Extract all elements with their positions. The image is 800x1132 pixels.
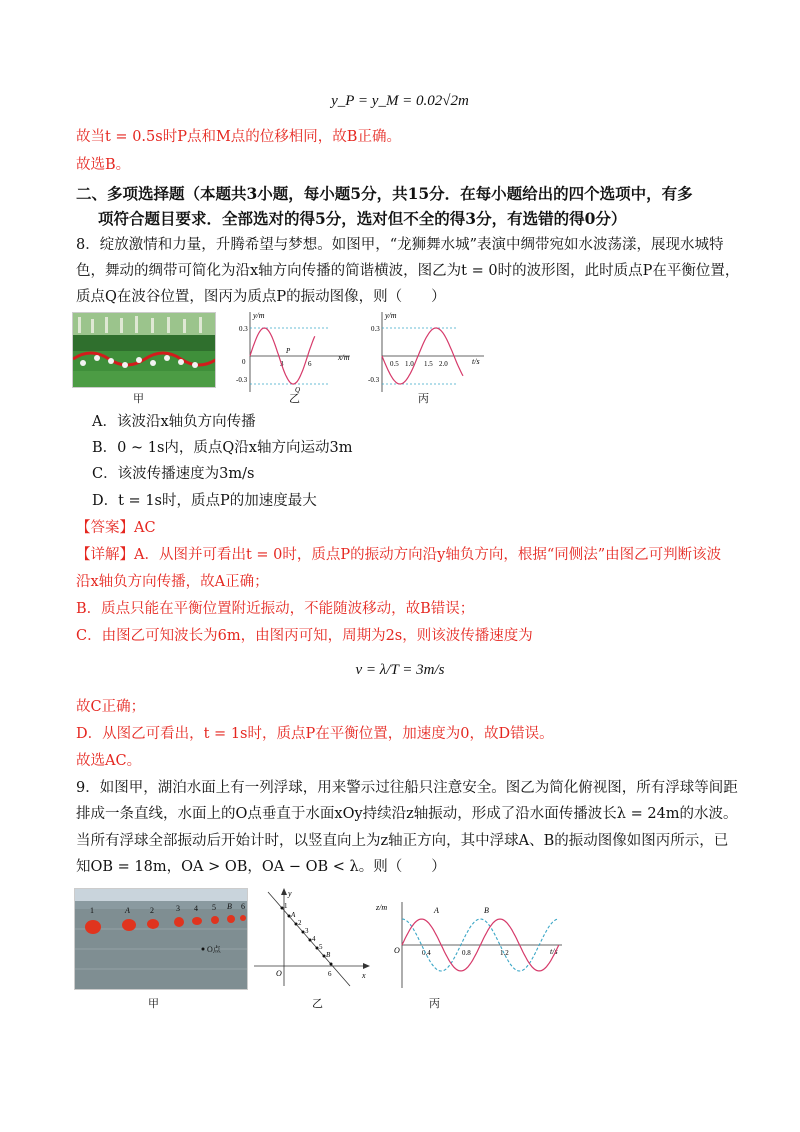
- x-tick-3: 3: [280, 360, 284, 368]
- z-axis-label: z/m: [376, 903, 388, 912]
- q8-photo-jia: [72, 312, 216, 388]
- choose-b: 故选B。: [76, 157, 131, 173]
- x-tick-1.0: 1.0: [405, 360, 414, 368]
- svg-text:1: 1: [284, 902, 288, 910]
- q8-detail-3: B．质点只能在平衡位置附近振动，不能随波移动，故B错误；: [76, 601, 475, 617]
- q8-option-d: D．t = 1s时，质点P的加速度最大: [92, 493, 317, 509]
- q8-chart-yi: [228, 308, 358, 396]
- svg-text:5: 5: [319, 943, 323, 951]
- svg-text:A: A: [291, 911, 296, 919]
- x-tick-1.5: 1.5: [424, 360, 433, 368]
- q9-fig-label-bing: 丙: [429, 997, 440, 1010]
- q8-option-b: B．0 ~ 1s内，质点Q沿x轴方向运动3m: [92, 440, 353, 456]
- x-axis-label: x/m: [338, 353, 350, 362]
- q9-stem-3: 当所有浮球全部振动后开始计时，以竖直向上为z轴正方向，其中浮球A、B的振动图像如图丙所示，已: [76, 833, 729, 849]
- x-tick-2.0: 2.0: [439, 360, 448, 368]
- q9-diagram-yi: [254, 886, 374, 990]
- q8-detail-1: 【详解】A．从图并可看出t = 0时，质点P的振动方向沿y轴负方向，根据“同侧法”由图乙可判断该波: [76, 547, 722, 563]
- t-tick-1.2: 1.2: [500, 949, 509, 957]
- q8-fig-label-yi: 乙: [289, 392, 300, 405]
- x-arrow: [363, 963, 370, 969]
- q8-answer: 【答案】AC: [76, 520, 156, 536]
- svg-text:A: A: [125, 906, 130, 915]
- x-label: x: [362, 971, 366, 980]
- t-tick-0.4: 0.4: [422, 949, 431, 957]
- svg-text:1: 1: [90, 906, 94, 915]
- svg-text:O点: O点: [207, 945, 221, 954]
- q9-fig-label-yi: 乙: [312, 997, 323, 1010]
- svg-text:2: 2: [150, 906, 154, 915]
- t-axis-label: t/s: [550, 947, 558, 956]
- q8-fig-label-bing: 丙: [418, 392, 429, 405]
- svg-text:B: B: [227, 902, 232, 911]
- q8-chart-bing: [360, 308, 490, 396]
- q9-stem-2: 排成一条直线，水面上的O点垂直于水面xOy持续沿z轴振动，形成了沿水面传播波长λ = 24m的水波。: [76, 806, 738, 822]
- series-b-label: B: [484, 906, 489, 915]
- q8-stem-2: 色，舞动的绸带可简化为沿x轴方向传播的简谐横波，图乙为t = 0时的波形图，此时质点P在平衡位置，: [76, 263, 740, 279]
- section-title-line1: 二、多项选择题（本题共3小题，每小题5分，共15分．在每小题给出的四个选项中，有多: [76, 184, 693, 203]
- q8-detail-2: 沿x轴负方向传播，故A正确；: [76, 574, 269, 590]
- section-title-line2: 项符合题目要求．全部选对的得5分，选对但不全的得3分，有选错的得0分）: [98, 209, 627, 228]
- y-arrow: [281, 888, 287, 895]
- formula-yp-ym: y_P = y_M = 0.02√2m: [331, 93, 469, 109]
- q8-option-c: C．该波传播速度为3m/s: [92, 466, 255, 482]
- svg-text:B: B: [326, 951, 331, 959]
- y-axis-label: y/m: [253, 311, 265, 320]
- x-tick-0.5: 0.5: [390, 360, 399, 368]
- origin-label: 0: [242, 358, 246, 366]
- point-q-label: Q: [295, 386, 301, 394]
- svg-text:5: 5: [212, 903, 216, 912]
- q8-velocity-formula: v = λ/T = 3m/s: [355, 662, 445, 678]
- svg-text:3: 3: [305, 927, 309, 935]
- svg-text:4: 4: [312, 935, 316, 943]
- q9-chart-bing: [372, 898, 572, 990]
- conclusion-b: 故当t = 0.5s时P点和M点的位移相同，故B正确。: [76, 129, 401, 145]
- origin-o: O: [394, 946, 400, 955]
- q9-stem-1: 9．如图甲，湖泊水面上有一列浮球，用来警示过往船只注意安全。图乙为简化俯视图，所有浮球等间距: [76, 780, 738, 796]
- y-label: y: [288, 889, 292, 898]
- point-p-label: P: [286, 347, 291, 355]
- svg-text:6: 6: [241, 902, 245, 911]
- y-tick-neg: -0.3: [368, 376, 380, 384]
- y-axis-label: y/m: [385, 311, 397, 320]
- q8-stem-1: 8．绽放激情和力量，升腾希望与梦想。如图甲，“龙狮舞水城”表演中绸带宛如水波荡漾，展现水城特: [76, 237, 724, 253]
- q9-photo-jia: [74, 888, 248, 990]
- q8-option-a: A．该波沿x轴负方向传播: [92, 414, 256, 430]
- q9-fig-label-jia: 甲: [148, 997, 159, 1010]
- origin-o: O: [276, 969, 282, 978]
- q9-stem-4: 知OB = 18m，OA > OB，OA − OB < λ。则（ ）: [76, 859, 446, 875]
- series-a-label: A: [434, 906, 439, 915]
- svg-text:6: 6: [328, 970, 332, 978]
- q8-detail-6: D．从图乙可看出，t = 1s时，质点P在平衡位置，加速度为0，故D错误。: [76, 726, 554, 742]
- q8-stem-3: 质点Q在波谷位置，图丙为质点P的振动图像，则（ ）: [76, 289, 446, 305]
- svg-text:2: 2: [298, 919, 302, 927]
- x-tick-6: 6: [308, 360, 312, 368]
- q8-detail-5: 故C正确；: [76, 699, 146, 715]
- svg-text:4: 4: [194, 904, 198, 913]
- q8-detail-7: 故选AC。: [76, 753, 142, 769]
- y-tick-pos: 0.3: [239, 325, 248, 333]
- q8-fig-label-jia: 甲: [133, 392, 144, 405]
- y-tick-neg: -0.3: [236, 376, 248, 384]
- svg-text:3: 3: [176, 904, 180, 913]
- t-tick-0.8: 0.8: [462, 949, 471, 957]
- x-axis-label: t/s: [472, 357, 480, 366]
- q8-detail-4: C．由图乙可知波长为6m，由图丙可知，周期为2s，则该波传播速度为: [76, 628, 533, 644]
- y-tick-pos: 0.3: [371, 325, 380, 333]
